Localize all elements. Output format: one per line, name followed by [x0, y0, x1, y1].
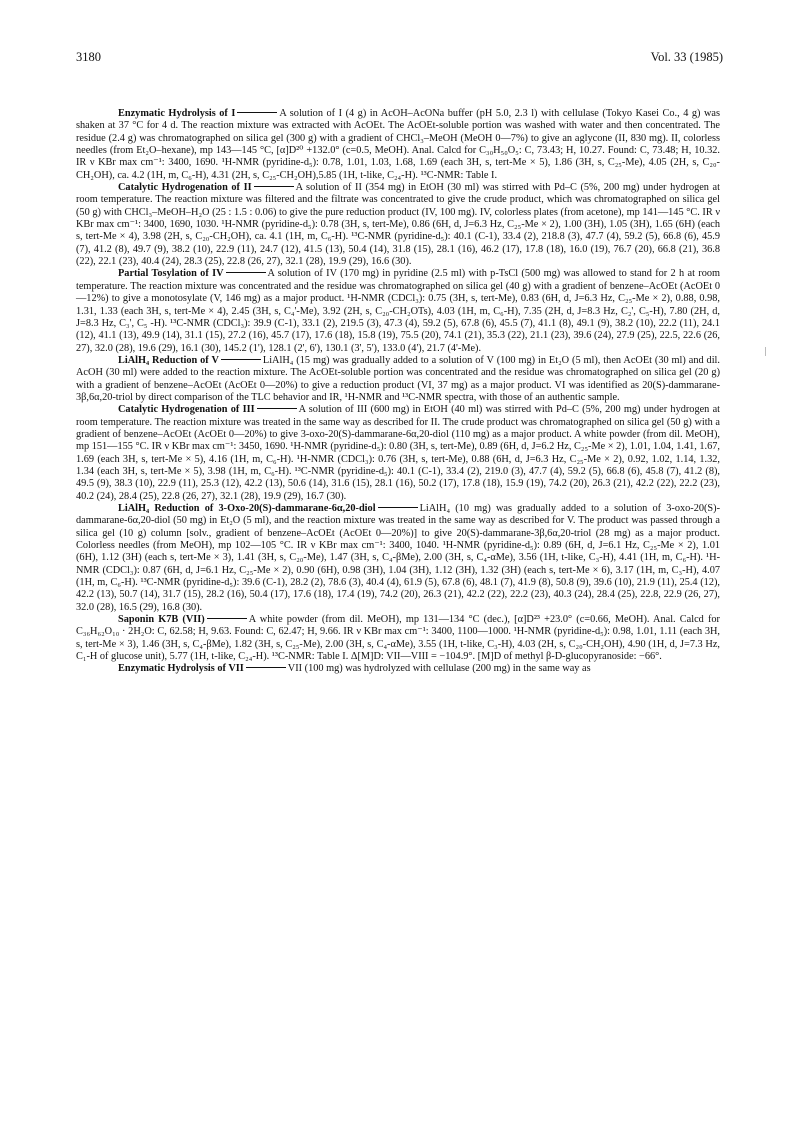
- paragraph-text: VII (100 mg) was hydrolyzed with cellulase (200 mg) in the same way as: [287, 663, 591, 675]
- paragraph-hydrogenation-ii: [76, 182, 720, 268]
- paragraph-text: A solution of III (600 mg) in EtOH (40 ml) was stirred with Pd–C (5%, 200 mg) under hydrogen at room temperature. The reaction mixture was treated in the same way as described for II. The crude product was chromatographed on silica gel (50 g) with a gradient of benzene–AcOEt (AcOEt 0—20%) to give 3-oxo-20(S)-dammarane-6α,20-diol (110 mg) as a major product. A white powder (from dil. MeOH), mp 151—155 °C. IR ν KBr max cm⁻¹: 3450, 1690. ¹H-NMR (pyridine-d₅): 0.80 (3H, s, tert-Me), 0.89 (6H, d, J=6.2 Hz, C₂₅-Me × 2), 1.01, 1.04, 1.41, 1.67, 1.69 (each 3H, s, tert-Me × 5), 4.16 (1H, m, C₆-H). ¹H-NMR (CDCl₃): 0.76 (3H, s, tert-Me), 0.88 (6H, d, J=6.3 Hz, C₂₅-Me × 2), 0.92, 1.02, 1.14, 1.32, 1.34 (each 3H, s, tert-Me × 5), 3.98 (1H, m, C₆-H). ¹³C-NMR (pyridine-d₅): 40.1 (C-1), 33.4 (2), 219.0 (3), 47.7 (4), 59.2 (5), 66.8 (6), 45.8 (7), 41.2 (8), 49.5 (9), 38.3 (10), 22.9 (11), 25.3 (12), 42.2 (13), 50.6 (14), 31.6 (15), 28.1 (16), 50.2 (17), 17.8 (18), 15.9 (19), 74.2 (20), 26.3 (21), 42.2 (22), 22.2 (23), 40.2 (24), 28.4 (25), 22.8 (26, 27), 32.1 (28), 19.9 (29), 16.7 (30).: [76, 404, 721, 502]
- page-number: 3180: [76, 50, 101, 64]
- paragraph-text: LiAlH₄ (15 mg) was gradually added to a solution of V (100 mg) in Et₂O (5 ml), then AcOEt (30 ml) and dil. AcOH (30 ml) were added to the reaction mixture. The AcOEt-soluble portion was concentrated and the residue was chromatographed on silica gel (20 g) with a gradient of benzene–AcOEt (AcOEt 0—20%) to give a reduction product (VI, 37 mg) as a major product. VI was identified as 20(S)-dammarane-3β,6α,20-triol by direct comparison of the TLC behavior and IR, ¹H-NMR and ¹³C-NMR spectra, with those of an authentic sample.: [76, 354, 720, 403]
- paragraph-heading: Saponin K7B (VII): [118, 614, 205, 626]
- paragraph-text: LiAlH₄ (10 mg) was gradually added to a solution of 3-oxo-20(S)-dammarane-6α,20-diol (50 mg) in Et₂O (5 ml), and the reaction mixture was treated in the same way as described for V. The product was passed through a silica gel (10 g) column [solv., gradient of benzene–AcOEt (AcOEt 0—20%)] to give 20(S)-dammarane-3β,6α,20-triol (28 mg) as a major product. Colorless needles (from MeOH), mp 102—105 °C. IR ν KBr max cm⁻¹: 3400, 1040. ¹H-NMR (pyridine-d₅): 0.89 (6H, d, J=6.1 Hz, C₂₅-Me × 2), 1.01 (6H), 1.12 (3H) (each s, tert-Me × 3), 1.41 (3H, s, C₂₀-Me), 1.47 (3H, s, C₄-βMe), 2.00 (3H, s, C₄-αMe), 3.56 (1H, t-like, C₃-H), 4.41 (1H, m, C₆-H). ¹H-NMR (CDCl₃): 0.87 (6H, d, J=6.1 Hz, C₂₅-Me × 2), 0.90 (6H), 0.98 (3H), 1.04 (3H), 1.12 (3H), 1.32 (3H) (each s, tert-Me × 6), 3.17 (1H, m, C₃-H), 4.07 (1H, m, C₆-H). ¹³C-NMR (pyridine-d₅): 39.6 (C-1), 28.2 (2), 78.6 (3), 40.4 (4), 61.9 (5), 67.8 (6), 48.1 (7), 41.9 (8), 50.8 (9), 39.6 (10), 21.9 (11), 25.4 (12), 42.2 (13), 50.7 (14), 31.7 (15), 28.2 (16), 50.4 (17), 17.6 (18), 17.4 (19), 74.2 (20), 26.3 (21), 42.2 (22), 22.2 (23), 40.3 (24), 28.4 (25), 22.8, 22.9 (26, 27), 32.0 (28), 16.5 (29), 16.8 (30).: [76, 503, 720, 613]
- paragraph-text: A solution of I (4 g) in AcOH–AcONa buffer (pH 5.0, 2.3 l) with cellulase (Tokyo Kasei Co., 4 g) was shaken at 37 °C for 4 d. The reaction mixture was extracted with AcOEt. The AcOEt-soluble portion was washed with water and then concentrated. The residue (2.4 g) was chromatographed on silica gel (300 g) with a gradient of CHCl₃–MeOH (MeOH 0—7%) to give an aglycone (II, 830 mg). II, colorless needles (from Et₂O–hexane), mp 143—145 °C, [α]D²⁰ +132.0° (c=0.5, MeOH). Anal. Calcd for C₃₀H₅₀O₅: C, 73.43; H, 10.27. Found: C, 73.48; H, 10.32. IR ν KBr max cm⁻¹: 3400, 1690. ¹H-NMR (pyridine-d₅): 0.78, 1.01, 1.03, 1.68, 1.69 (each 3H, s, tert-Me × 5), 1.86 (3H, s, C₂₅-Me), 4.05 (2H, s, C₂₀-CH₂OH), ca. 4.2 (1H, m, C₆-H), 4.31 (2H, s, C₂₅-CH₂OH),5.85 (1H, t-like, C₂₄-H). ¹³C-NMR: Table I.: [76, 108, 721, 181]
- paragraph-enzymatic-hydrolysis-vii: [76, 663, 720, 675]
- paragraph-heading: Partial Tosylation of IV: [118, 268, 224, 280]
- paragraph-reduction-oxo-diol: [76, 503, 720, 614]
- volume-label: Vol. 33 (1985): [650, 50, 723, 64]
- margin-mark: [765, 347, 766, 356]
- experimental-section: [76, 108, 720, 676]
- paragraph-heading: Enzymatic Hydrolysis of VII: [118, 663, 244, 675]
- paragraph-enzymatic-hydrolysis-i: [76, 108, 720, 182]
- paragraph-heading: LiAlH₄ Reduction of V: [118, 354, 219, 366]
- heading-rule: [226, 272, 266, 273]
- paragraph-heading: LiAlH₄ Reduction of 3-Oxo-20(S)-dammarane-6α,20-diol: [118, 503, 376, 514]
- paragraph-heading: Enzymatic Hydrolysis of I: [118, 108, 236, 119]
- paragraph-hydrogenation-iii: [76, 404, 720, 503]
- paragraph-text: A white powder (from dil. MeOH), mp 131—134 °C (dec.), [α]D²³ +23.0° (c=0.66, MeOH). Anal. Calcd for C₃₆H₆₂O₁₀ · 2H₂O: C, 62.58; H, 9.63. Found: C, 62.47; H, 9.66. IR ν KBr max cm⁻¹: 3400, 1100—1000. ¹H-NMR (pyridine-d₅): 0.98, 1.01, 1.11 (each 3H, s, tert-Me × 3), 1.46 (3H, s, C₄-βMe), 1.82 (3H, s, C₂₅-Me), 2.00 (3H, s, C₄-αMe), 3.55 (1H, t-like, C₃-H), 4.03 (2H, s, C₂₀-CH₂OH), 4.90 (1H, d, J=7.3 Hz, C₁-H of glucose unit), 5.77 (1H, t-like, C₂₄-H). ¹³C-NMR: Table I. Δ[M]D: VII—VIII = −104.9°. [M]D of methyl β-D-glucopyranoside: −66°.: [76, 614, 720, 663]
- heading-rule: [207, 618, 247, 619]
- paragraph-text: A solution of II (354 mg) in EtOH (30 ml) was stirred with Pd–C (5%, 200 mg) under hydrogen at room temperature. The reaction mixture was filtered and the filtrate was concentrated to give the crude product, which was chromatographed on silica gel (50 g) with CHCl₃–MeOH–H₂O (25 : 1.5 : 0.06) to give the pure reduction product (IV, 100 mg). IV, colorless plates (from acetone), mp 141—145 °C. IR ν KBr max cm⁻¹: 3400, 1690, 1030. ¹H-NMR (pyridine-d₅): 0.78 (3H, s, tert-Me), 0.86 (6H, d, J=6.3 Hz, C₂₅-Me × 2), 1.00 (3H), 1.05 (3H), 1.65 (6H) (each s, tert-Me × 4), 3.98 (2H, s, C₂₀-CH₂OH), ca. 4.1 (1H, m, C₆-H). ¹³C-NMR (pyridine-d₅): 40.1 (C-1), 33.4 (2), 218.8 (3), 47.7 (4), 59.2 (5), 66.8 (6), 45.9 (7), 41.2 (8), 49.7 (9), 38.2 (10), 22.9 (11), 24.7 (12), 41.5 (13), 50.4 (14), 31.8 (15), 28.1 (16), 46.2 (17), 17.8 (18), 16.0 (19), 76.7 (20), 66.8 (21), 36.8 (22), 22.1 (23), 40.4 (24), 28.3 (25), 22.8 (26, 27), 32.1 (28), 19.9 (29), 16.6 (30).: [76, 182, 720, 268]
- paragraph-text: A solution of IV (170 mg) in pyridine (2.5 ml) with p-TsCl (500 mg) was allowed to stand for 2 h at room temperature. The reaction mixture was concentrated and the residue was chromatographed on silica gel (40 g) with a gradient of benzene–AcOEt (AcOEt 0—12%) to give a monotosylate (V, 146 mg) as a major product. ¹H-NMR (CDCl₃): 0.75 (3H, s, tert-Me), 0.83 (6H, d, J=6.3 Hz, C₂₅-Me × 2), 0.88, 0.98, 1.31, 1.33 (each 3H, s, tert-Me × 4), 2.45 (3H, s, C₄'-Me), 3.92 (2H, s, C₂₀-CH₂OTs), 4.03 (1H, m, C₆-H), 7.35 (2H, d, J=8.3 Hz, C₂', C₅-H), 7.80 (2H, d, J=8.3 Hz, C₃', C₅ -H). ¹³C-NMR (CDCl₃): 39.9 (C-1), 33.1 (2), 219.5 (3), 47.3 (4), 59.2 (5), 67.8 (6), 45.5 (7), 41.1 (8), 49.1 (9), 38.2 (10), 22.2 (11), 24.1 (12), 41.1 (13), 49.9 (14), 31.1 (15), 27.2 (16), 45.7 (17), 17.6 (18), 15.8 (19), 75.5 (20), 74.1 (21), 35.3 (22), 21.1 (23), 39.6 (24), 27.9 (25), 22.5, 22.6 (26, 27), 32.0 (28), 19.6 (29), 16.1 (30), 145.2 (1'), 128.1 (2', 6'), 130.1 (3', 5'), 133.0 (4'), 21.7 (4'-Me).: [76, 268, 720, 354]
- paragraph-reduction-v: [76, 355, 720, 404]
- heading-rule: [378, 507, 418, 508]
- paragraph-saponin-k7b: [76, 614, 720, 663]
- heading-rule: [237, 112, 277, 113]
- paragraph-heading: Catalytic Hydrogenation of III: [118, 404, 255, 416]
- heading-rule: [257, 408, 297, 409]
- paragraph-heading: Catalytic Hydrogenation of II: [118, 182, 252, 194]
- paragraph-tosylation-iv: [76, 268, 720, 354]
- heading-rule: [246, 667, 286, 668]
- heading-rule: [221, 359, 261, 360]
- heading-rule: [254, 186, 294, 187]
